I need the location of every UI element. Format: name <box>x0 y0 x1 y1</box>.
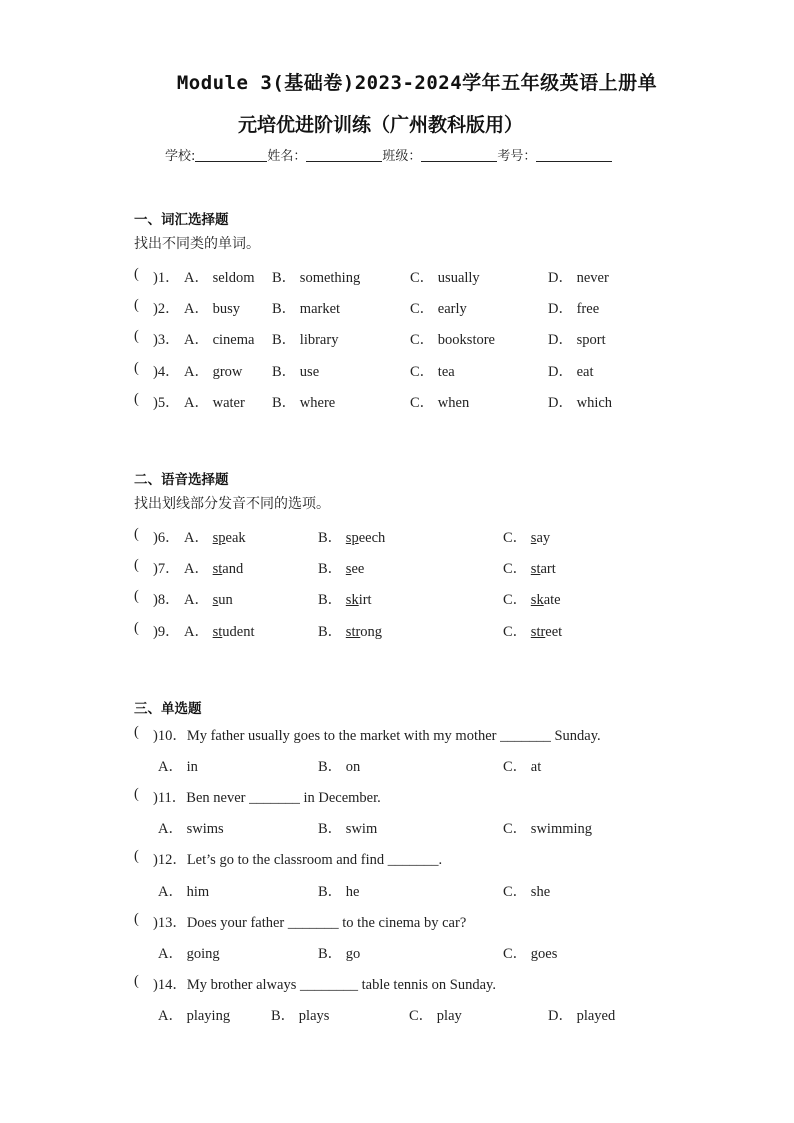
option-a: A． water <box>184 395 245 411</box>
answer-paren[interactable]: ( <box>134 391 139 407</box>
option-c: C． say <box>503 530 551 546</box>
answer-paren[interactable]: ( <box>134 911 139 927</box>
option-b: B． on <box>318 759 361 775</box>
question-stem: )10．My father usually goes to the market with my mother _______ Sunday. <box>153 728 601 744</box>
option-b: B． something <box>272 270 361 286</box>
option-c: C． early <box>410 301 467 317</box>
question-stem: )13．Does your father _______ to the cinema by car? <box>153 915 467 931</box>
answer-paren[interactable]: ( <box>134 848 139 864</box>
option-d: D． never <box>548 270 609 286</box>
section3-title: 三、单选题 <box>134 701 202 717</box>
option-c: C． swimming <box>503 821 593 837</box>
option-b: B． strong <box>318 624 383 640</box>
option-c: C． goes <box>503 946 558 962</box>
option-b: B． swim <box>318 821 378 837</box>
option-a: A． student <box>184 624 255 640</box>
question-number: )2． <box>153 301 180 317</box>
option-c: C． start <box>503 561 556 577</box>
option-a: A． speak <box>184 530 246 546</box>
option-c: C． skate <box>503 592 561 608</box>
answer-paren[interactable]: ( <box>134 620 139 636</box>
question-number: )4． <box>153 364 180 380</box>
option-d: D． free <box>548 301 600 317</box>
answer-paren[interactable]: ( <box>134 557 139 573</box>
option-c: C． she <box>503 884 551 900</box>
question-number: )3． <box>153 332 180 348</box>
option-a: A． swims <box>158 821 224 837</box>
option-b: B． he <box>318 884 360 900</box>
answer-paren[interactable]: ( <box>134 266 139 282</box>
option-c: C． play <box>409 1008 462 1024</box>
option-d: D． played <box>548 1008 616 1024</box>
name-blank[interactable] <box>306 148 382 162</box>
option-c: C． bookstore <box>410 332 495 348</box>
option-b: B． go <box>318 946 361 962</box>
student-info-line <box>165 145 612 164</box>
question-number: )7． <box>153 561 180 577</box>
class-label: 班级： <box>382 149 422 164</box>
option-c: C． when <box>410 395 470 411</box>
answer-paren[interactable]: ( <box>134 973 139 989</box>
exam-no-label: 考号： <box>497 149 537 164</box>
option-d: D． eat <box>548 364 594 380</box>
question-number: )6． <box>153 530 180 546</box>
section1-instruction: 找出不同类的单词。 <box>134 236 260 252</box>
option-a: A． in <box>158 759 198 775</box>
question-number: )1． <box>153 270 180 286</box>
option-c: C． at <box>503 759 542 775</box>
answer-paren[interactable]: ( <box>134 724 139 740</box>
answer-paren[interactable]: ( <box>134 786 139 802</box>
option-a: A． going <box>158 946 220 962</box>
exam-no-blank[interactable] <box>536 148 612 162</box>
option-a: A． cinema <box>184 332 255 348</box>
school-blank[interactable] <box>195 148 267 162</box>
question-stem: )12．Let’s go to the classroom and find _______. <box>153 852 443 868</box>
question-stem: )11．Ben never _______ in December. <box>153 790 381 806</box>
name-label: 姓名： <box>267 149 307 164</box>
page-title-line1: Module 3(基础卷)2023-2024学年五年级英语上册单 <box>176 72 658 94</box>
option-a: A． grow <box>184 364 243 380</box>
question-number: )9． <box>153 624 180 640</box>
answer-paren[interactable]: ( <box>134 588 139 604</box>
question-number: )5． <box>153 395 180 411</box>
section2-title: 二、语音选择题 <box>134 472 229 488</box>
option-c: C． tea <box>410 364 455 380</box>
answer-paren[interactable]: ( <box>134 328 139 344</box>
section2-instruction: 找出划线部分发音不同的选项。 <box>134 496 330 512</box>
school-label: 学校: <box>165 149 196 164</box>
answer-paren[interactable]: ( <box>134 297 139 313</box>
option-b: B． market <box>272 301 341 317</box>
option-a: A． sun <box>184 592 233 608</box>
section1-title: 一、词汇选择题 <box>134 212 229 228</box>
option-d: D． sport <box>548 332 606 348</box>
option-b: B． see <box>318 561 365 577</box>
question-stem: )14．My brother always ________ table tennis on Sunday. <box>153 977 496 993</box>
option-a: A． busy <box>184 301 240 317</box>
option-b: B． library <box>272 332 339 348</box>
option-b: B． speech <box>318 530 386 546</box>
question-number: )8． <box>153 592 180 608</box>
class-blank[interactable] <box>421 148 497 162</box>
answer-paren[interactable]: ( <box>134 526 139 542</box>
option-c: C． street <box>503 624 563 640</box>
option-b: B． use <box>272 364 320 380</box>
option-b: B． where <box>272 395 336 411</box>
option-d: D． which <box>548 395 613 411</box>
answer-paren[interactable]: ( <box>134 360 139 376</box>
option-c: C． usually <box>410 270 480 286</box>
option-b: B． skirt <box>318 592 372 608</box>
page-title-line2: 元培优进阶训练（广州教科版用） <box>238 114 524 136</box>
option-a: A． him <box>158 884 210 900</box>
option-b: B． plays <box>271 1008 330 1024</box>
option-a: A． seldom <box>184 270 255 286</box>
option-a: A． playing <box>158 1008 231 1024</box>
option-a: A． stand <box>184 561 244 577</box>
